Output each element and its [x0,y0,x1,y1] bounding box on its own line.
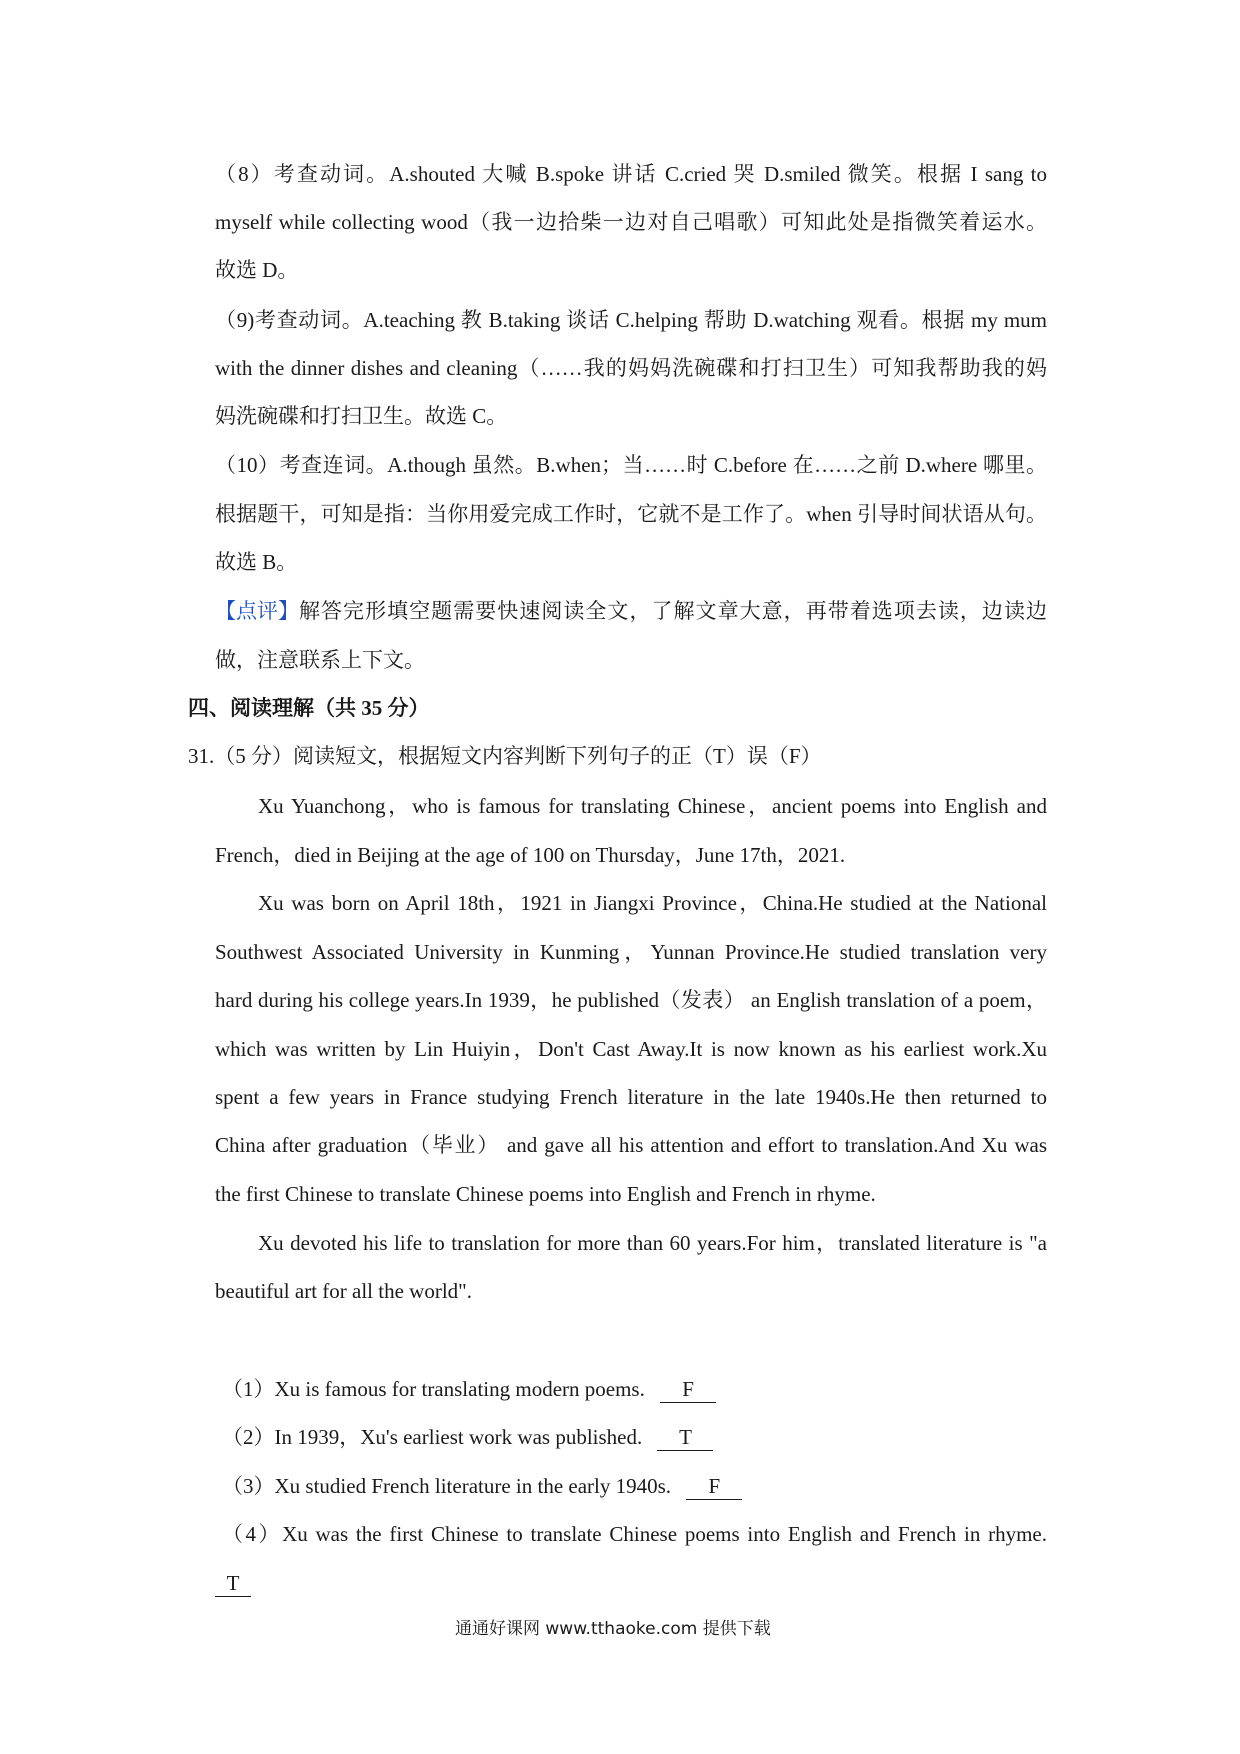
passage-line-4: Southwest Associated University in Kunming，Yunnan Province.He studied translation very [215,940,1047,964]
explanation-q10-line-2: 根据题干，可知是指：当你用爱完成工作时，它就不是工作了。when 引导时间状语从句。 [215,502,1047,526]
passage-line-5: hard during his college years.In 1939，he published（发表） an English translation of a poem， [215,988,1047,1012]
explanation-q8-line-3: 故选 D。 [215,258,299,282]
tf-item-4-text: （4）Xu was the first Chinese to translate Chinese poems into English and French in rhyme. [222,1522,1047,1546]
tf-item-2 [222,1422,713,1452]
explanation-q8-line-2: myself while collecting wood（我一边拾柴一边对自己唱歌）可知此处是指微笑着运水。 [215,210,1047,234]
passage-line-7: spent a few years in France studying French literature in the late 1940s.He then returned to [215,1085,1047,1109]
tf-item-3 [222,1471,742,1501]
tf-item-4-answer-line [215,1568,251,1598]
tf-item-2-text: （2）In 1939，Xu's earliest work was published. [222,1425,643,1449]
explanation-q10-line-3: 故选 B。 [215,550,298,574]
explanation-q9-line-3: 妈洗碗碟和打扫卫生。故选 C。 [215,404,508,428]
question-31-title: 31.（5 分）阅读短文，根据短文内容判断下列句子的正（T）误（F） [188,744,822,768]
tf-item-2-answer: T [657,1424,713,1451]
tf-item-1-text: （1）Xu is famous for translating modern poems. [222,1377,645,1401]
passage-line-2: French，died in Beijing at the age of 100 on Thursday，June 17th，2021. [215,843,846,867]
tf-item-3-text: （3）Xu studied French literature in the early 1940s. [222,1474,672,1498]
passage-line-1: Xu Yuanchong，who is famous for translating Chinese，ancient poems into English and [258,794,1047,818]
tf-item-1-answer: F [660,1376,716,1403]
passage-line-8: China after graduation（毕业） and gave all his attention and effort to translation.And Xu was [215,1133,1047,1157]
comment-line-1 [215,596,1047,626]
comment-tag: 【点评】 [215,599,299,623]
explanation-q8-line-1: （8）考查动词。A.shouted 大喊 B.spoke 讲话 C.cried 哭 D.smiled 微笑。根据 I sang to [215,162,1047,186]
passage-line-3: Xu was born on April 18th，1921 in Jiangxi Province，China.He studied at the National [258,891,1047,915]
passage-line-9: the first Chinese to translate Chinese poems into English and French in rhyme. [215,1182,876,1206]
page-footer: 通通好课网 www.tthaoke.com 提供下载 [455,1619,771,1639]
explanation-q9-line-1: （9)考查动词。A.teaching 教 B.taking 谈话 C.helping 帮助 D.watching 观看。根据 my mum [215,308,1047,332]
tf-item-4-answer: T [215,1570,251,1597]
passage-line-11: beautiful art for all the world". [215,1279,472,1303]
explanation-q9-line-2: with the dinner dishes and cleaning（……我的妈妈洗碗碟和打扫卫生）可知我帮助我的妈 [215,356,1047,380]
section-heading: 四、阅读理解（共 35 分） [188,696,430,720]
passage-line-10: Xu devoted his life to translation for more than 60 years.For him，translated literature is "a [258,1231,1047,1255]
comment-line-2: 做，注意联系上下文。 [215,648,425,672]
tf-item-1 [222,1374,716,1404]
comment-text: 解答完形填空题需要快速阅读全文，了解文章大意，再带着选项去读，边读边 [299,599,1047,623]
explanation-q10-line-1: （10）考查连词。A.though 虽然。B.when；当……时 C.before 在……之前 D.where 哪里。 [215,453,1047,477]
passage-line-6: which was written by Lin Huiyin，Don't Cast Away.It is now known as his earliest work.Xu [215,1037,1047,1061]
tf-item-3-answer: F [686,1473,742,1500]
